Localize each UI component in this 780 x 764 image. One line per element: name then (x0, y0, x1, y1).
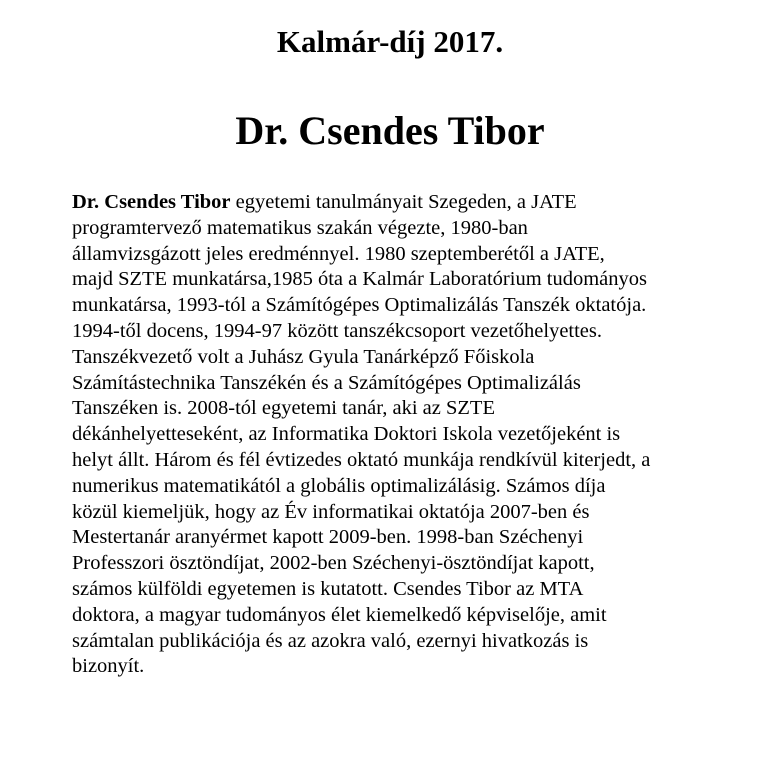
bio-lead-name: Dr. Csendes Tibor (72, 191, 231, 213)
award-title: Kalmár-díj 2017. (276, 24, 504, 59)
bio-line: programtervező matematikus szakán végezte, 1980-ban (72, 216, 528, 239)
bio-line: Tanszéken is. 2008-tól egyetemi tanár, aki az SZTE (72, 397, 495, 420)
bio-line (72, 190, 762, 216)
bio-line: majd SZTE munkatársa,1985 óta a Kalmár Laboratórium tudományos (72, 268, 647, 291)
bio-line: Mestertanár aranyérmet kapott 2009-ben. 1998-ban Széchenyi (72, 526, 584, 549)
person-name-heading: Dr. Csendes Tibor (235, 108, 545, 153)
bio-line: helyt állt. Három és fél évtizedes oktató munkája rendkívül kiterjedt, a (72, 448, 651, 471)
bio-line: Számítástechnika Tanszékén és a Számítógépes Optimalizálás (72, 371, 581, 394)
bio-line: doktora, a magyar tudományos élet kiemelkedő képviselője, amit (72, 603, 607, 626)
bio-line: számtalan publikációja és az azokra való, ezernyi hivatkozás is (72, 629, 589, 652)
bio-line: numerikus matematikától a globális optimalizálásig. Számos díja (72, 474, 606, 497)
bio-line: dékánhelyetteseként, az Informatika Doktori Iskola vezetőjeként is (72, 423, 621, 446)
bio-line: államvizsgázott jeles eredménnyel. 1980 szeptemberétől a JATE, (72, 242, 605, 265)
biography-paragraph (72, 190, 762, 680)
bio-line-text: egyetemi tanulmányait Szegeden, a JATE (230, 191, 577, 213)
bio-line: 1994-től docens, 1994-97 között tanszékcsoport vezetőhelyettes. (72, 319, 603, 342)
bio-line: bizonyít. (72, 655, 145, 678)
bio-line: közül kiemeljük, hogy az Év informatikai oktatója 2007-ben és (72, 500, 590, 523)
bio-line: Tanszékvezető volt a Juhász Gyula Tanárképző Főiskola (72, 345, 535, 368)
bio-line: munkatársa, 1993-tól a Számítógépes Optimalizálás Tanszék oktatója. (72, 294, 647, 317)
bio-line: számos külföldi egyetemen is kutatott. Csendes Tibor az MTA (72, 577, 584, 600)
bio-line: Professzori ösztöndíjat, 2002-ben Széchenyi-ösztöndíjat kapott, (72, 552, 595, 575)
